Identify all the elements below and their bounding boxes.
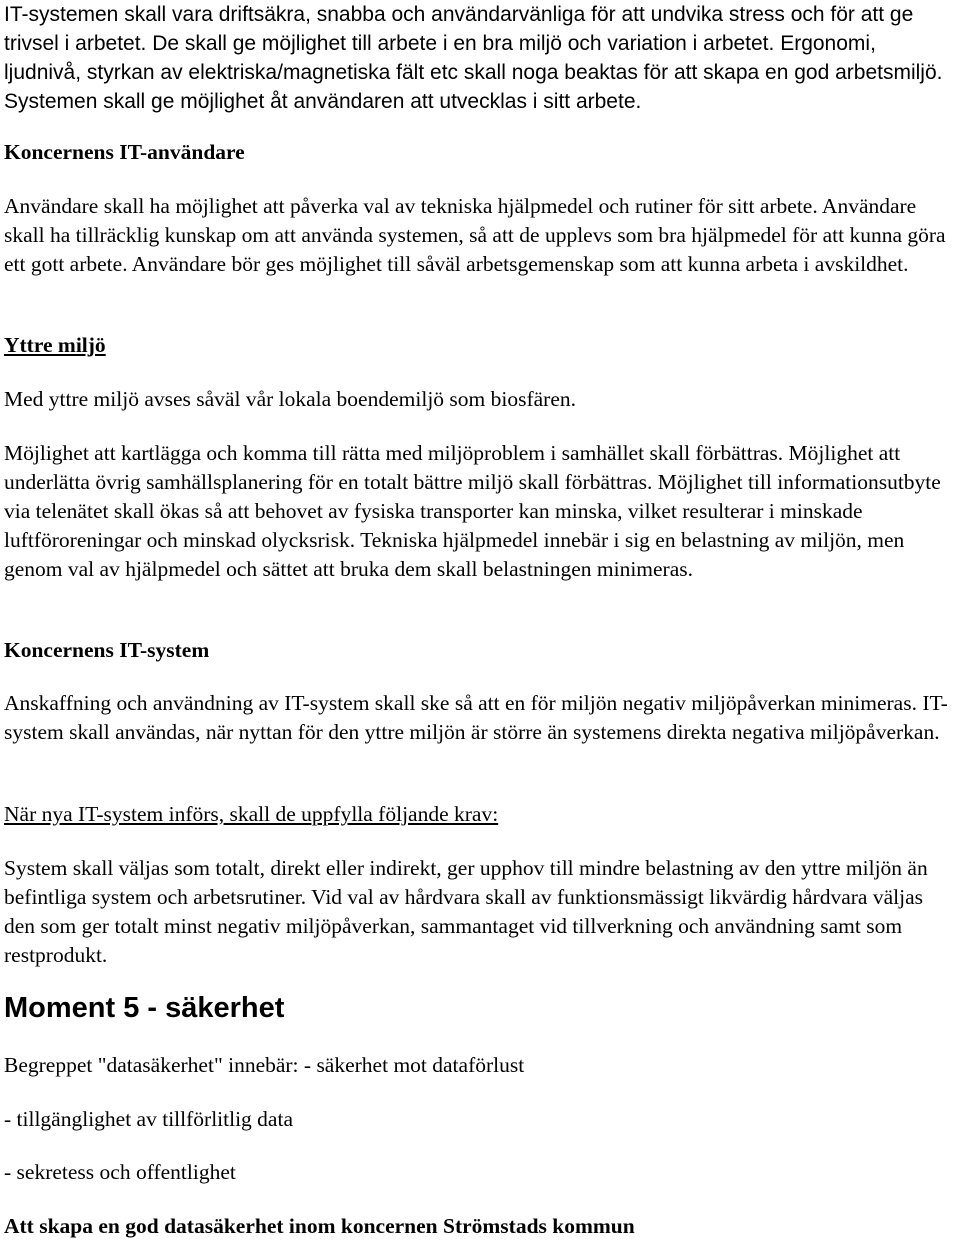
security-subheading: Att skapa en god datasäkerhet inom koncernen Strömstads kommun [4,1214,635,1238]
users-heading: Koncernens IT-användare [4,140,245,164]
systems-subheading: När nya IT-system införs, skall de uppfylla följande krav: [4,802,499,826]
intro-paragraph: IT-systemen skall vara driftsäkra, snabba och användarvänliga för att undvika stress och för att ge trivsel i arbetet. De skall ge möjlighet till arbete i en bra miljö och variation i arbetet. Ergonomi, ljudnivå, styrkan av elektriska/magnetiska fält etc skall noga beaktas för att skapa en god arbetsmiljö. Systemen skall ge möjlighet åt användaren att utvecklas i sitt arbete. [4,3,943,113]
security-list-item: - sekretess och offentlighet [4,1160,236,1184]
security-list-item: - tillgänglighet av tillförlitlig data [4,1107,293,1131]
environment-paragraph: Möjlighet att kartlägga och komma till rätta med miljöproblem i samhället skall förbättras. Möjlighet att underlätta övrig samhällsplanering för en totalt bättre miljö skall förbättras. Möjlighet till informationsutbyte via telenätet skall ökas så att behovet av fysiska transporter kan minska, vilket resulterar i minskade luftföroreningar och minskad olycksrisk. Tekniska hjälpmedel innebär i sig en belastning av miljön, men genom val av hjälpmedel och sättet att bruka dem skall belastningen minimeras. [4,441,941,581]
systems-heading: Koncernens IT-system [4,638,210,662]
environment-heading: Yttre miljö [4,333,106,357]
environment-intro: Med yttre miljö avses såväl vår lokala boendemiljö som biosfären. [4,387,576,411]
systems-paragraph: Anskaffning och användning av IT-system skall ske så att en för miljön negativ miljöpåverkan minimeras. IT-system skall användas, när nyttan för den yttre miljön är större än systemens direkta negativa miljöpåverkan. [4,691,948,744]
security-heading: Moment 5 - säkerhet [4,992,285,1024]
users-paragraph: Användare skall ha möjlighet att påverka val av tekniska hjälpmedel och rutiner för sitt arbete. Användare skall ha tillräcklig kunskap om att använda systemen, så att de upplevs som bra hjälpmedel för att kunna göra ett gott arbete. Användare bör ges möjlighet till såväl arbetsgemenskap som att kunna arbeta i avskildhet. [4,194,946,276]
systems-requirements-paragraph: System skall väljas som totalt, direkt eller indirekt, ger upphov till mindre belastning av den yttre miljön än befintliga system och arbetsrutiner. Vid val av hårdvara skall av funktionsmässigt likvärdig hårdvara väljas den som ger totalt minst negativ miljöpåverkan, sammantaget vid tillverkning och användning samt som restprodukt. [4,856,928,967]
security-definition: Begreppet "datasäkerhet" innebär: - säkerhet mot dataförlust [4,1053,525,1077]
